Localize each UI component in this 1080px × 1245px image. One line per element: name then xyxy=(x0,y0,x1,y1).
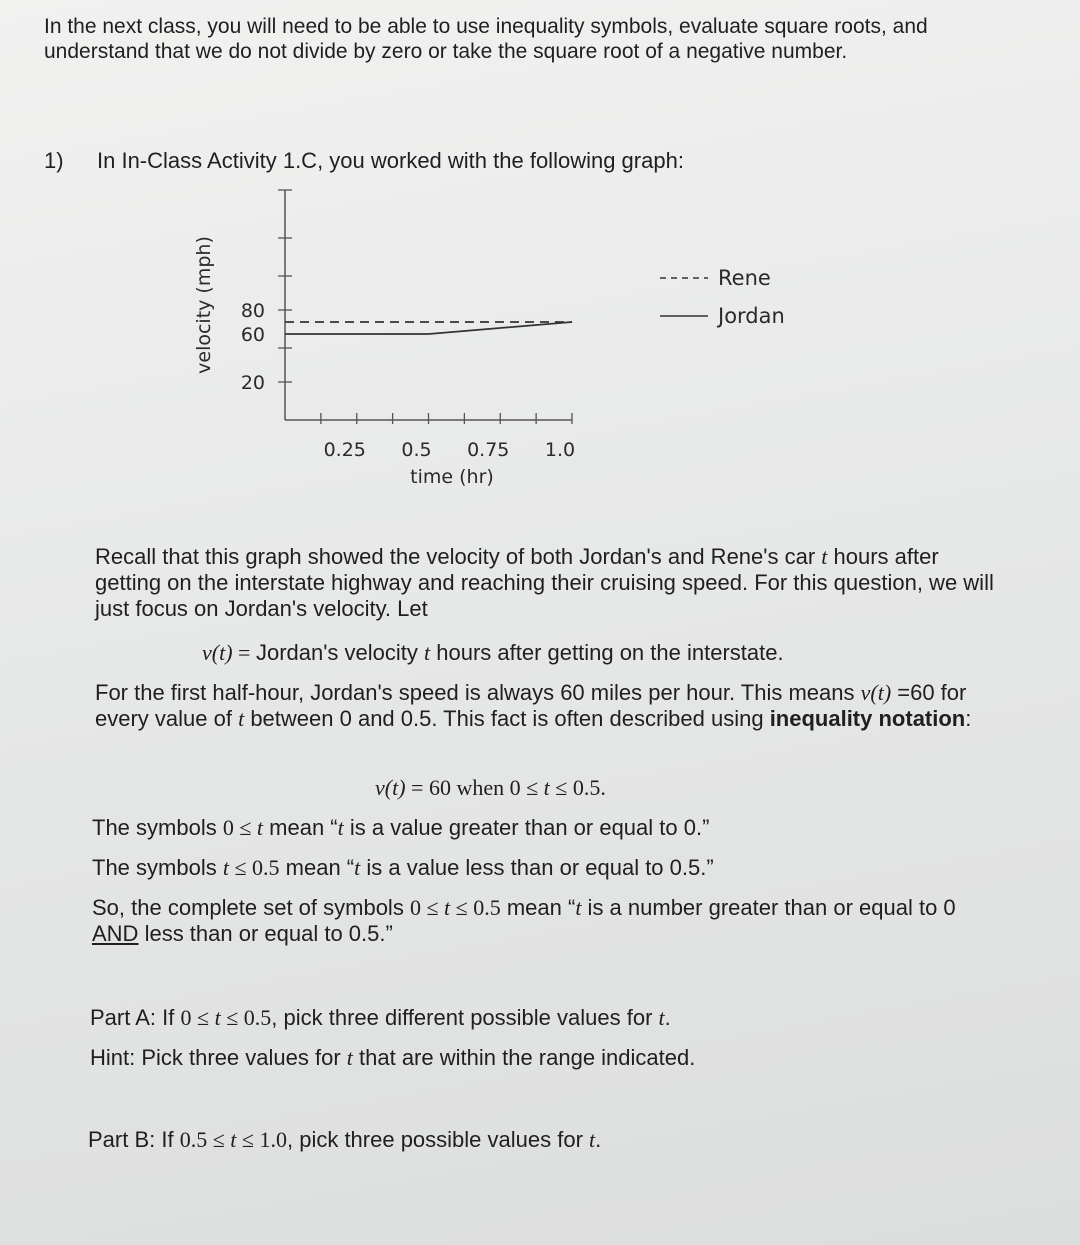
inequality-end: ≤ 0.5. xyxy=(549,775,606,800)
s3-text-d: less than or equal to 0.5.” xyxy=(138,921,393,946)
s1-text-b: mean “ xyxy=(263,815,338,840)
legend-label-rene: Rene xyxy=(718,266,771,290)
s3-math-2: ≤ 0.5 xyxy=(450,895,501,920)
x-axis-label: time (hr) xyxy=(410,466,494,488)
var-t: t xyxy=(222,855,229,880)
part-b-math-2: ≤ 1.0 xyxy=(236,1127,287,1152)
part-a-prompt xyxy=(90,1005,671,1031)
def-text-2: hours after getting on the interstate. xyxy=(430,640,784,665)
var-t: t xyxy=(543,775,550,800)
s3-text-c: is a number greater than or equal to 0 xyxy=(581,895,956,920)
recall-text-1: Recall that this graph showed the velocity of both Jordan's and Rene's car xyxy=(95,544,822,569)
part-b-text: , pick three possible values for xyxy=(286,1127,590,1152)
and-emphasis: AND xyxy=(92,921,139,946)
half-text-4: : xyxy=(965,706,972,731)
series-line-jordan xyxy=(285,322,572,334)
s3-math-1: 0 ≤ xyxy=(409,895,445,920)
var-t: t xyxy=(424,640,431,665)
var-t: t xyxy=(821,544,828,569)
question-1-number: 1) xyxy=(44,148,64,173)
question-1-prompt: In In-Class Activity 1.C, you worked with the following graph: xyxy=(97,148,684,173)
symbols-line-1 xyxy=(92,815,709,841)
part-a-math-1: 0 ≤ xyxy=(180,1005,215,1030)
hint-text-1: Hint: Pick three values for xyxy=(90,1045,347,1070)
definition-line xyxy=(202,640,784,666)
s2-text-b: mean “ xyxy=(279,855,355,880)
recall-paragraph xyxy=(95,544,995,622)
half-text-3: between 0 and 0.5. This fact is often described using xyxy=(244,706,770,731)
symbols-line-2 xyxy=(92,855,714,881)
x-tick-label: 0.75 xyxy=(467,439,510,461)
y-tick-label: 60 xyxy=(240,324,265,346)
part-b-end: . xyxy=(595,1127,602,1152)
var-t: t xyxy=(575,895,582,920)
y-tick-label: 20 xyxy=(240,372,265,394)
var-t: t xyxy=(337,815,344,840)
s2-math: ≤ 0.5 xyxy=(228,855,280,880)
fn-v-of-t: v(t) xyxy=(202,640,233,665)
var-t: t xyxy=(354,855,361,880)
s1-text-c: is a value greater than or equal to 0.” xyxy=(343,815,710,840)
recall-text-2: hours after getting on the interstate highway and reaching their cruising speed. For this question, we will just focus on Jordan's velocity. Let xyxy=(95,544,994,621)
hint-text-2: that are within the range indicated. xyxy=(352,1045,696,1070)
s3-text: So, the complete set of symbols xyxy=(92,895,410,920)
x-tick-label: 0.5 xyxy=(401,439,432,461)
def-text-1: Jordan's velocity xyxy=(255,640,425,665)
equals: = xyxy=(232,640,256,665)
var-t: t xyxy=(256,815,264,840)
var-t: t xyxy=(214,1005,221,1030)
x-tick-label: 0.25 xyxy=(323,439,366,461)
half-text-1: For the first half-hour, Jordan's speed is always 60 miles per hour. This means xyxy=(95,680,861,705)
half-hour-paragraph xyxy=(95,680,995,732)
fn-v-of-t: v(t) xyxy=(860,680,892,705)
s2-text: The symbols xyxy=(92,855,223,880)
part-a-math-2: ≤ 0.5 xyxy=(220,1005,272,1030)
fn-v-of-t: v(t) xyxy=(375,775,406,800)
y-tick-label: 80 xyxy=(240,300,265,322)
part-a-text: , pick three different possible values for xyxy=(271,1005,659,1030)
intro-paragraph xyxy=(44,14,974,64)
part-a-label: Part A: If xyxy=(90,1005,181,1030)
var-t: t xyxy=(589,1127,596,1152)
x-tick-label: 1.0 xyxy=(544,439,576,461)
velocity-graph xyxy=(180,180,820,500)
part-b-prompt xyxy=(88,1127,601,1153)
var-t: t xyxy=(444,895,451,920)
part-b-math-1: 0.5 ≤ xyxy=(179,1127,231,1152)
var-t: t xyxy=(238,706,245,731)
s1-math: 0 ≤ xyxy=(222,815,257,840)
part-a-end: . xyxy=(664,1005,671,1030)
s3-text-b: mean “ xyxy=(500,895,576,920)
s2-text-c: is a value less than or equal to 0.5.” xyxy=(360,855,714,880)
s1-text: The symbols xyxy=(92,815,223,840)
half-text-2: =60 for every value of xyxy=(95,680,967,731)
var-t: t xyxy=(658,1005,665,1030)
var-t: t xyxy=(230,1127,237,1152)
inequality-text: = 60 when 0 ≤ xyxy=(405,775,544,800)
y-axis-label: velocity (mph) xyxy=(193,236,215,374)
var-t: t xyxy=(346,1045,353,1070)
legend-label-jordan: Jordan xyxy=(718,304,785,328)
symbols-line-3 xyxy=(92,895,992,947)
part-b-label: Part B: If xyxy=(88,1127,180,1152)
inequality-notation-term: inequality notation xyxy=(769,706,966,731)
intro-text: In the next class, you will need to be able to use inequality symbols, evaluate square roots, and understand that we do not divide by zero or take the square root of a negative number. xyxy=(44,15,928,63)
inequality-statement xyxy=(375,775,606,801)
hint-text xyxy=(90,1045,695,1071)
